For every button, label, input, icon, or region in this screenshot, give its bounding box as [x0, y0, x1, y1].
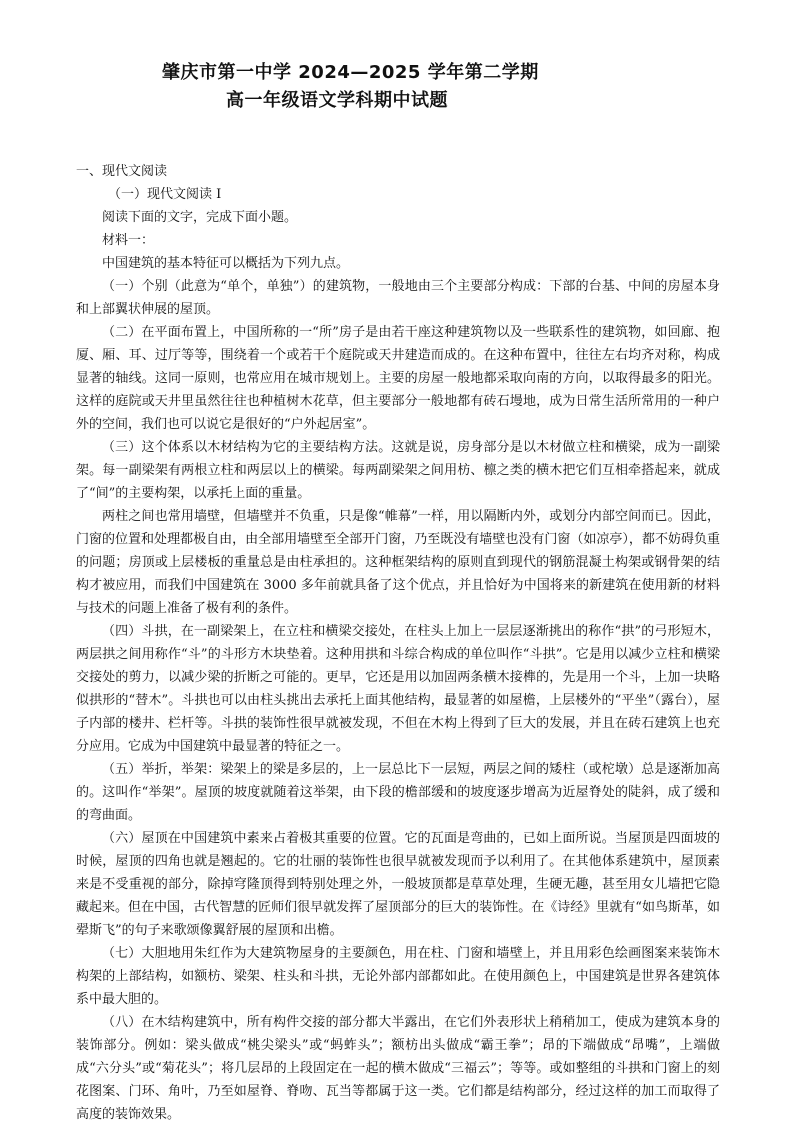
paragraph-point-7: （七）大胆地用朱红作为大建筑物屋身的主要颜色，用在柱、门窗和墙壁上，并且用彩色绘画图案来装饰木构架的上部结构，如额枋、梁架、柱头和斗拱，无论外部内部都如此。在使用颜色上，中国建筑是世界各建筑体系中最大胆的。 — [76, 946, 720, 1007]
exam-subtitle: 高一年级语文学科期中试题 — [226, 90, 448, 111]
exam-content — [76, 160, 720, 1126]
paragraph-point-4: （四）斗拱，在一副梁架上，在立柱和横梁交接处，在柱头上加上一层层逐渐挑出的称作“拱”的弓形短木，两层拱之间用称作“斗”的斗形方木块垫着。这种用拱和斗综合构成的单位叫作“斗拱”。它是用以减少立柱和横梁交接处的剪力，以减少梁的折断之可能的。更早，它还是用以加固两条横木接榫的，先是用一个斗，上加一块略似拱形的“替木”。斗拱也可以由柱头挑出去承托上面其他结构，最显著的如屋檐，上层楼外的“平坐”（露台），屋子内部的楼井、栏杆等。斗拱的装饰性很早就被发现，不但在木构上得到了巨大的发展，并且在砖石建筑上也充分应用。它成为中国建筑中最显著的特征之一。 — [76, 624, 720, 754]
paragraph-point-2: （二）在平面布置上，中国所称的一“所”房子是由若干座这种建筑物以及一些联系性的建筑物，如回廊、抱厦、厢、耳、过厅等等，围绕着一个或若干个庭院或天井建造而成的。在这种布置中，往往左右均齐对称，构成显著的轴线。这同一原则，也常应用在城市规划上。主要的房屋一般地都采取向南的方向，以取得最多的阳光。这样的庭院或天井里虽然往往也种植树木花草，但主要部分一般地都有砖石墁地，成为日常生活所常用的一种户外的空间，我们也可以说它是很好的“户外起居室”。 — [76, 325, 720, 432]
paragraph-point-3: （三）这个体系以木材结构为它的主要结构方法。这就是说，房身部分是以木材做立柱和横梁，成为一副梁架。每一副梁架有两根立柱和两层以上的横梁。每两副梁架之间用枋、檩之类的横木把它们互相牵搭起来，就成了“间”的主要构架，以承托上面的重量。 — [76, 440, 720, 501]
material-label: 材料一： — [102, 233, 155, 248]
paragraph-point-1: （一）个别（此意为“单个，单独”）的建筑物，一般地由三个主要部分构成：下部的台基、中间的房屋本身和上部翼状伸展的屋顶。 — [76, 279, 720, 317]
exam-title: 肇庆市第一中学 2024—2025 学年第二学期 — [162, 62, 539, 83]
subsection-heading: （一）现代文阅读 I — [108, 187, 222, 202]
instruction-text: 阅读下面的文字，完成下面小题。 — [102, 210, 298, 225]
section-heading: 一、现代文阅读 — [76, 164, 168, 179]
paragraph-point-6: （六）屋顶在中国建筑中素来占着极其重要的位置。它的瓦面是弯曲的，已如上面所说。当屋顶是四面坡的时候，屋顶的四角也就是翘起的。它的壮丽的装饰性也很早就被发现而予以利用了。在其他体系建筑中，屋顶素来是不受重视的部分，除掉穹隆顶得到特别处理之外，一般坡顶都是草草处理，生硬无趣，甚至用女儿墙把它隐藏起来。但在中国，古代智慧的匠师们很早就发挥了屋顶部分的巨大的装饰性。在《诗经》里就有“如鸟斯革，如翚斯飞”的句子来歌颂像翼舒展的屋顶和出檐。 — [76, 831, 720, 938]
paragraph-point-8: （八）在木结构建筑中，所有构件交接的部分都大半露出，在它们外表形状上稍稍加工，使成为建筑本身的装饰部分。例如：梁头做成“桃尖梁头”或“蚂蚱头”；额枋出头做成“霸王拳”；昂的下端做成“昂嘴”，上端做成“六分头”或“菊花头”；将几层昂的上段固定在一起的横木做成“三福云”；等等。或如整组的斗拱和门窗上的刻花图案、门环、角叶，乃至如屋脊、脊吻、瓦当等都属于这一类。它们都是结构部分，经过这样的加工而取得了高度的装饰效果。 — [76, 1015, 720, 1122]
paragraph-point-3-cont: 两柱之间也常用墙壁，但墙壁并不负重，只是像“帷幕”一样，用以隔断内外，或划分内部空间而已。因此，门窗的位置和处理都极自由，由全部用墙壁至全部开门窗，乃至既没有墙壁也没有门窗（如凉亭），都不妨碍负重的问题；房顶或上层楼板的重量总是由柱承担的。这种框架结构的原则直到现代的钢筋混凝土构架或钢骨架的结构才被应用，而我们中国建筑在 3000 多年前就具备了这个优点，并且恰好为中国将来的新建筑在使用新的材料与技术的问题上准备了极有利的条件。 — [76, 509, 720, 616]
paragraph-intro: 中国建筑的基本特征可以概括为下列九点。 — [102, 256, 350, 271]
paragraph-point-5: （五）举折，举架：梁架上的梁是多层的，上一层总比下一层短，两层之间的矮柱（或柁墩）总是逐渐加高的。这叫作“举架”。屋顶的坡度就随着这举架，由下段的檐部缓和的坡度逐步增高为近屋脊处的陡斜，成了缓和的弯曲面。 — [76, 762, 720, 823]
